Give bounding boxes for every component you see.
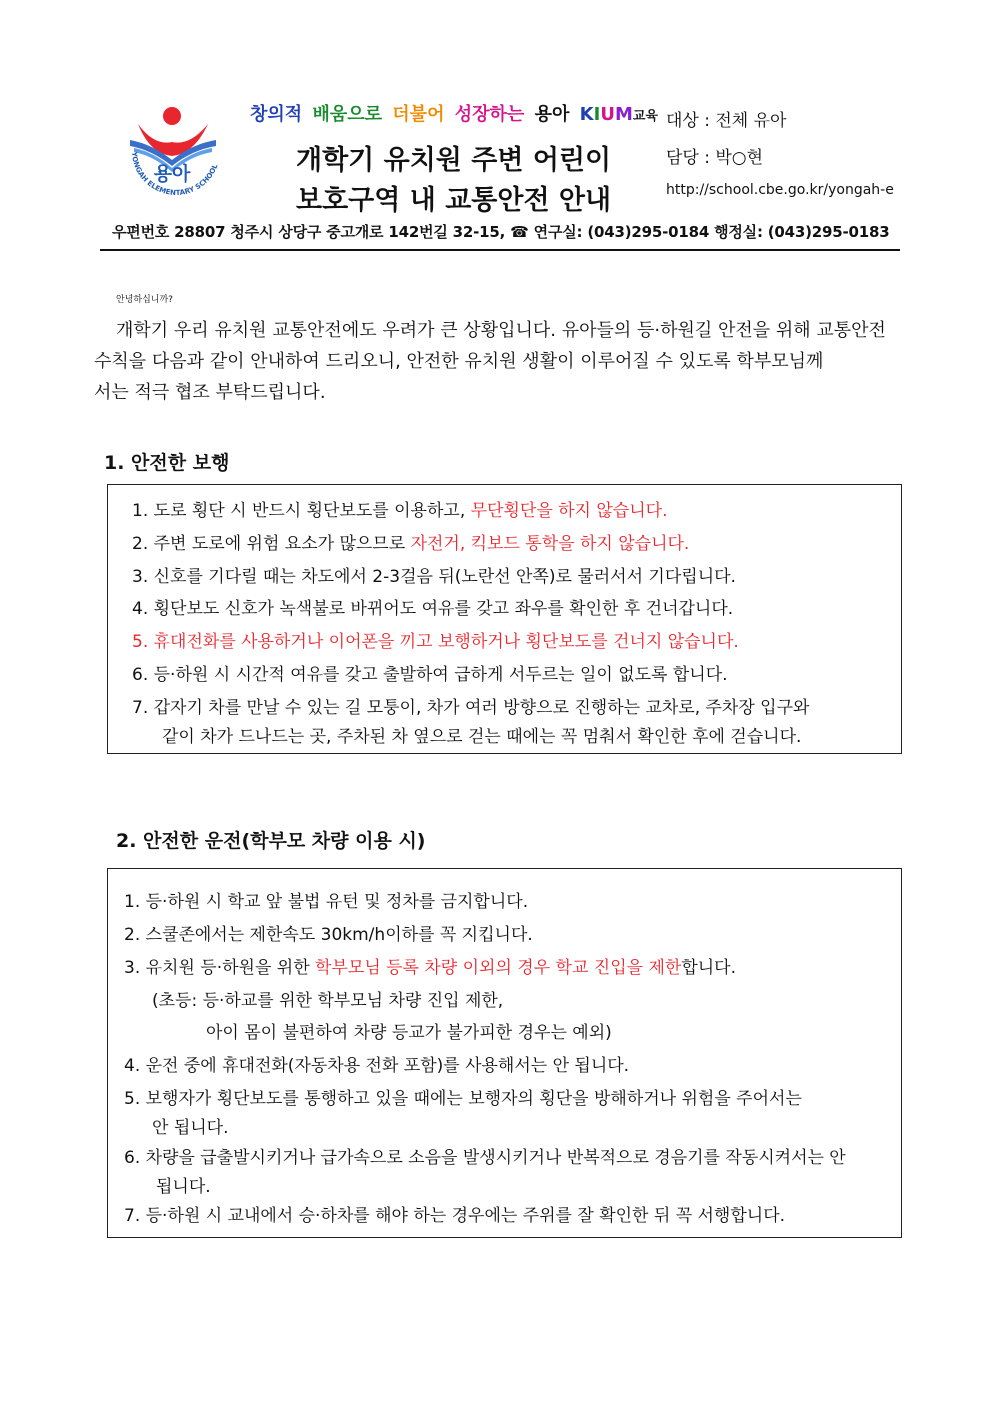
school-slogan bbox=[250, 100, 658, 126]
section2-item: 3. 유치원 등·하원을 위한 학부모님 등록 차량 이외의 경우 학교 진입을 제한합니다. bbox=[124, 958, 736, 978]
slogan-word: 용아 bbox=[534, 104, 570, 125]
section1-item: 3. 신호를 기다릴 때는 차도에서 2-3걸음 뒤(노란선 안쪽)로 물러서서 기다립니다. bbox=[132, 567, 736, 587]
section2-item: 6. 차량을 급출발시키거나 급가속으로 소음을 발생시키거나 반복적으로 경음기를 작동시켜서는 안 bbox=[124, 1148, 846, 1168]
section2-item-cont: 안 됩니다. bbox=[152, 1118, 229, 1138]
document-title-line1: 개학기 유치원 주변 어린이 bbox=[296, 145, 612, 176]
section2-box bbox=[107, 868, 902, 1238]
section2-item: 4. 운전 중에 휴대전화(자동차용 전화 포함)를 사용해서는 안 됩니다. bbox=[124, 1056, 630, 1076]
document-title-line2: 보호구역 내 교통안전 안내 bbox=[296, 185, 612, 216]
section1-item-cont: 같이 차가 드나드는 곳, 주차된 차 옆으로 걷는 때에는 꼭 멈춰서 확인한 후에 걷습니다. bbox=[162, 727, 802, 747]
slogan-word: 더불어 bbox=[392, 104, 445, 125]
section2-item: 2. 스쿨존에서는 제한속도 30km/h이하를 꼭 지킵니다. bbox=[124, 925, 533, 945]
intro-line2: 수칙을 다음과 같이 안내하여 드리오니, 안전한 유치원 생활이 이루어질 수 있도록 학부모님께 bbox=[94, 351, 824, 372]
section1-item: 1. 도로 횡단 시 반드시 횡단보도를 이용하고, 무단횡단을 하지 않습니다. bbox=[132, 501, 668, 521]
school-logo bbox=[118, 102, 230, 214]
section1-title: 1. 안전한 보행 bbox=[104, 452, 230, 474]
school-url[interactable]: http://school.cbe.go.kr/yongah-e bbox=[666, 182, 894, 198]
section2-item: 7. 등·하원 시 교내에서 승·하차를 해야 하는 경우에는 주위를 잘 확인한 뒤 꼭 서행합니다. bbox=[124, 1206, 786, 1226]
intro-line1: 개학기 우리 유치원 교통안전에도 우려가 큰 상황입니다. 유아들의 등·하원길 안전을 위해 교통안전 bbox=[116, 320, 886, 341]
section2-title: 2. 안전한 운전(학부모 차량 이용 시) bbox=[116, 830, 426, 852]
section1-box bbox=[107, 484, 902, 754]
section1-item: 7. 갑자기 차를 만날 수 있는 길 모퉁이, 차가 여러 방향으로 진행하는 교차로, 주차장 입구와 bbox=[132, 698, 810, 718]
section1-item: 6. 등·하원 시 시간적 여유를 갖고 출발하여 급하게 서두르는 일이 없도록 합니다. bbox=[132, 665, 728, 685]
slogan-kium-i: I bbox=[593, 104, 601, 125]
slogan-kium-k: K bbox=[579, 104, 594, 125]
section1-item: 4. 횡단보도 신호가 녹색불로 바뀌어도 여유를 갖고 좌우를 확인한 후 건너갑니다. bbox=[132, 599, 734, 619]
target-audience: 대상 : 전체 유아 bbox=[666, 111, 787, 131]
section1-item: 2. 주변 도로에 위험 요소가 많으므로 자전거, 킥보드 통학을 하지 않습니다. bbox=[132, 534, 690, 554]
section2-item: 1. 등·하원 시 학교 앞 불법 유턴 및 정차를 금지합니다. bbox=[124, 892, 529, 912]
person-in-charge: 담당 : 박○현 bbox=[666, 148, 764, 168]
slogan-kium-suffix: 교육 bbox=[632, 109, 658, 124]
slogan-kium-m: M bbox=[614, 104, 633, 125]
intro-line3: 서는 적극 협조 부탁드립니다. bbox=[94, 382, 326, 403]
section1-item: 5. 휴대전화를 사용하거나 이어폰을 끼고 보행하거나 횡단보도를 건너지 않습니다. bbox=[132, 632, 739, 652]
section2-item-note: (초등: 등·하교를 위한 학부모님 차량 진입 제한, bbox=[152, 991, 504, 1011]
section2-item-cont: 됩니다. bbox=[156, 1177, 211, 1197]
section2-item: 5. 보행자가 횡단보도를 통행하고 있을 때에는 보행자의 횡단을 방해하거나 위험을 주어서는 bbox=[124, 1089, 802, 1109]
slogan-word: 창의적 bbox=[250, 104, 303, 125]
slogan-kium-u: U bbox=[600, 104, 615, 125]
section2-item-note: 아이 몸이 불편하여 차량 등교가 불가피한 경우는 예외) bbox=[206, 1023, 612, 1043]
header-divider bbox=[100, 249, 900, 251]
logo-text: 용아 bbox=[153, 163, 191, 185]
slogan-word: 성장하는 bbox=[454, 104, 525, 125]
intro-greeting: 안녕하십니까? bbox=[116, 295, 173, 305]
logo-ring-text: YONGAH ELEMENTARY SCHOOL bbox=[129, 151, 220, 198]
school-address: 우편번호 28807 청주시 상당구 중고개로 142번길 32-15, ☎ 연구실: (043)295-0184 행정실: (043)295-0183 bbox=[112, 223, 890, 241]
slogan-word: 배움으로 bbox=[312, 104, 383, 125]
